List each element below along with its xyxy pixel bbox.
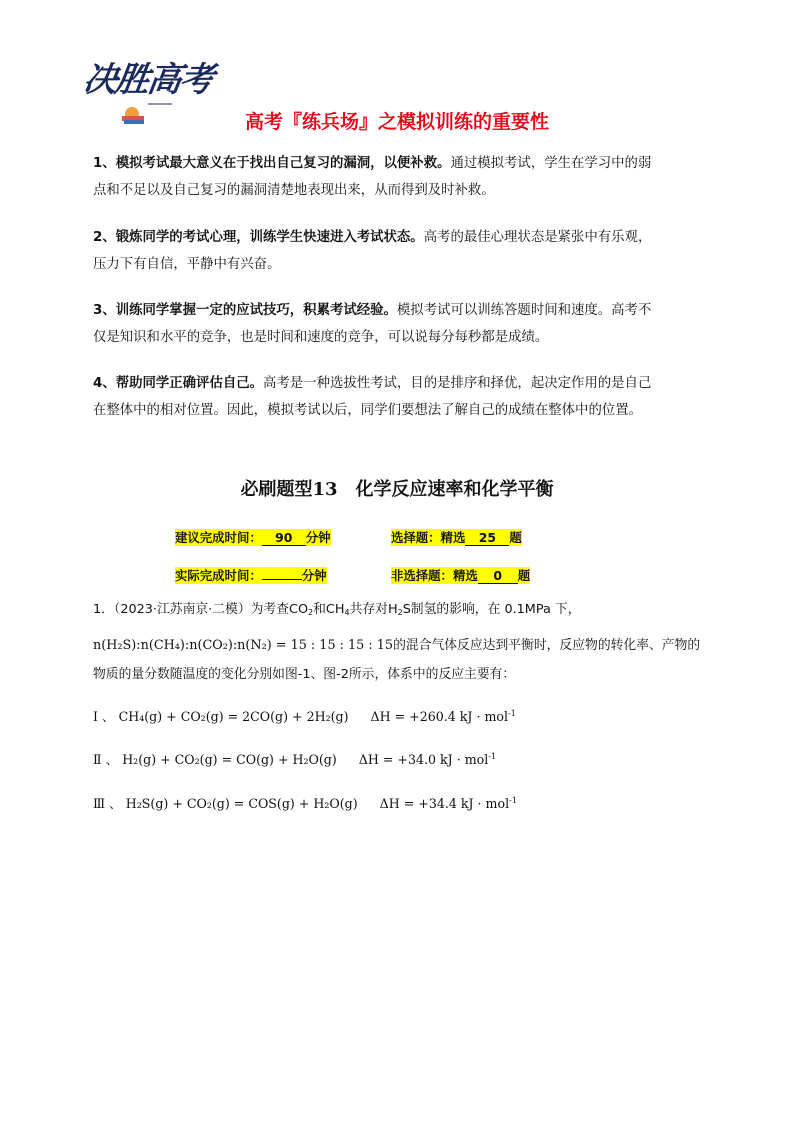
non-choice-count (391, 566, 530, 584)
reaction-1-enthalpy: ΔH = +260.4 kJ · mol (370, 709, 509, 724)
suggested-time-value: 90 (262, 530, 306, 546)
question-line-3: 物质的量分数随温度的变化分别如图-1、图-2所示，体系中的反应主要有： (93, 667, 516, 682)
reaction-2-exponent: -1 (488, 752, 497, 761)
suggested-time-label: 建议完成时间： (175, 530, 262, 545)
suggested-time-unit: 分钟 (305, 530, 331, 545)
paragraph-3 (93, 297, 713, 351)
reaction-2-equation: H₂(g) + CO₂(g) = CO(g) + H₂O(g) (122, 752, 337, 767)
actual-time-unit: 分钟 (301, 568, 327, 583)
reaction-3-equation: H₂S(g) + CO₂(g) = COS(g) + H₂O(g) (125, 796, 358, 811)
reaction-1 (93, 706, 516, 725)
reaction-3-enthalpy: ΔH = +34.4 kJ · mol (379, 796, 510, 811)
paragraph-4-line2: 在整体中的相对位置。因此，模拟考试以后，同学们要想法了解自己的成绩在整体中的位置。 (93, 403, 643, 418)
question-line-2 (93, 636, 700, 656)
paragraph-2 (93, 224, 713, 278)
reaction-1-exponent: -1 (508, 709, 516, 718)
reaction-1-label: Ⅰ 、 (93, 709, 115, 724)
question-suffix: S制氢的影响，在 0.1MPa 下， (402, 602, 581, 617)
and-text: 和 (313, 602, 326, 617)
logo-text: 决胜高考 (80, 60, 215, 100)
question-line-1: 1．（2023·江苏南京·二模）为考查$CO_2$和$CH_4$共存对$H_2S$制氢的影响，在 0.1MPa 下， (93, 602, 581, 617)
choice-count (391, 528, 522, 546)
ratio-expression: n(H₂S):n(CH₄):n(CO₂):n(N₂) = 15 : 15 : 15 : 15 (93, 638, 394, 653)
h2s-formula: H (387, 602, 398, 617)
actual-time-value[interactable] (262, 579, 302, 580)
paragraph-2-rest: 高考的最佳心理状态是紧张中有乐观， (423, 230, 652, 245)
paragraph-4-rest: 高考是一种选拔性考试，目的是排序和择优，起决定作用的是自己 (263, 376, 652, 391)
reaction-2-enthalpy: ΔH = +34.0 kJ · mol (358, 752, 489, 767)
paragraph-4-bold: 4、帮助同学正确评估自己。 (93, 376, 264, 391)
question-line2-suffix: 的混合气体反应达到平衡时，反应物的转化率、产物的 (393, 638, 701, 653)
paragraph-2-bold: 2、锻炼同学的考试心理，训练学生快速进入考试状态。 (93, 230, 424, 245)
page-title: 高考『练兵场』之模拟训练的重要性 (244, 111, 549, 133)
reaction-3-label: Ⅲ 、 (93, 796, 122, 811)
question-prefix: 1．（2023·江苏南京·二模）为考查 (93, 602, 290, 617)
actual-time-label: 实际完成时间： (175, 568, 262, 583)
non-choice-unit: 题 (517, 568, 531, 583)
paragraph-1-rest: 通过模拟考试，学生在学习中的弱 (450, 156, 652, 171)
paragraph-4 (93, 370, 713, 424)
reaction-1-equation: CH₄(g) + CO₂(g) = 2CO(g) + 2H₂(g) (118, 709, 349, 724)
ch4-formula: CH (325, 602, 345, 617)
reaction-3-exponent: -1 (509, 796, 517, 805)
section-title: 必刷题型13 化学反应速率和化学平衡 (240, 479, 554, 500)
choice-unit: 题 (509, 530, 522, 545)
non-choice-label: 非选择题：精选 (391, 568, 478, 583)
choice-value: 25 (465, 530, 509, 546)
paragraph-3-line2: 仅是知识和水平的竞争，也是时间和速度的竞争，可以说每分每秒都是成绩。 (93, 330, 549, 345)
reaction-2 (93, 749, 496, 768)
paragraph-2-line2: 压力下有自信，平静中有兴奋。 (93, 257, 281, 272)
question-mid: 共存对 (349, 602, 388, 617)
paragraph-1 (93, 150, 713, 204)
paragraph-1-line2: 点和不足以及自己复习的漏洞清楚地表现出来，从而得到及时补救。 (93, 183, 495, 198)
paragraph-3-bold: 3、训练同学掌握一定的应试技巧，积累考试经验。 (93, 303, 397, 318)
reaction-3 (93, 793, 517, 812)
paragraph-3-rest: 模拟考试可以训练答题时间和速度。高考不 (396, 303, 652, 318)
choice-label: 选择题：精选 (391, 530, 466, 545)
non-choice-value: 0 (478, 568, 518, 584)
reaction-2-label: Ⅱ 、 (93, 752, 119, 767)
actual-time (175, 566, 327, 584)
co2-formula: CO (289, 602, 309, 617)
suggested-time (175, 528, 331, 546)
paragraph-1-bold: 1、模拟考试最大意义在于找出自己复习的漏洞，以便补救。 (93, 156, 451, 171)
